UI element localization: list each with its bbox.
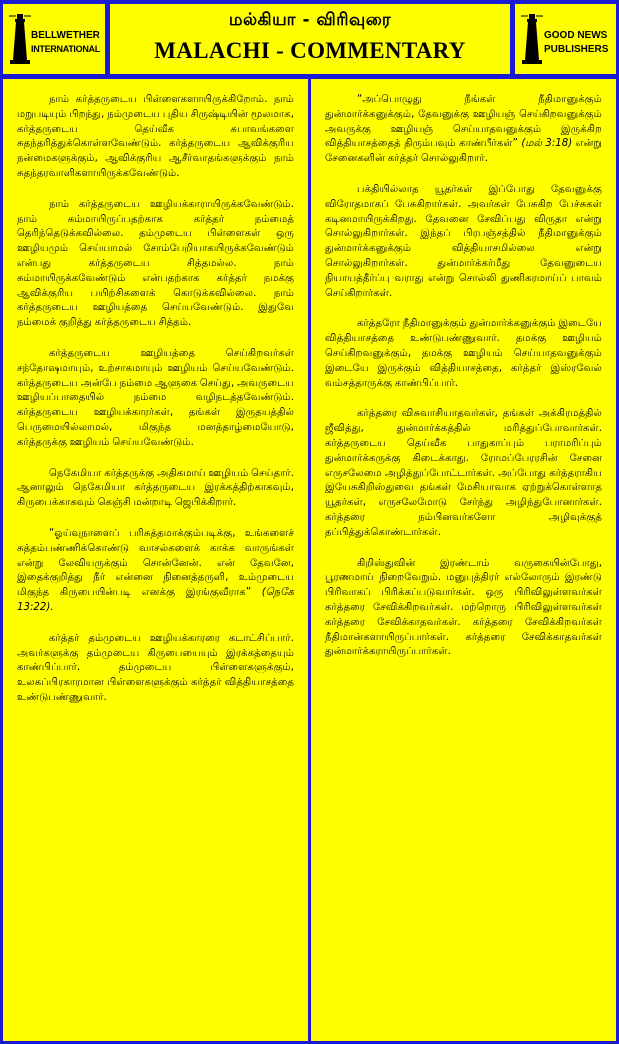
paragraph: பக்தியில்லாத யூதர்கள் இப்போது தேவனுக்கு விரோதமாகப் பேசுகிறார்கள். அவர்கள் பேசுகிற பேச்சுகள் கடினமாயிருக்கிறது. தேவனை சேவிப்பது விருதா என்று சொல்லுகிறார்கள். இந்தப் பிரபஞ்சத்தில் நீதிமானுக்கும் துன்மார்க்கனுக்கும் வித்தியாசமில்லை என்று சொல்லுகிறார்கள். துன்மார்க்கர்மீது தேவனுடைய நியாயத்தீர்ப்பு வராது என்று சொல்லி துணிகரமாய்ப் பாவம் செய்கிறார்கள். (325, 183, 602, 299)
paragraph: “அப்பொழுது நீங்கள் நீதிமானுக்கும் துன்மார்க்கனுக்கும், தேவனுக்கு ஊழியஞ் செய்கிறவனுக்கும் அவருக்கு ஊழியஞ் செய்யாதவனுக்கும் இருக்கிற வித்தியாசத்தைத் திரும்பவும் காண்பீர்கள்” (மல் 3:18) என்று சேனைகளின் கர்த்தர் சொல்லுகிறார். (325, 94, 602, 165)
paragraph: நாம் கர்த்தருடைய பிள்ளைகளாயிருக்கிறோம். நாம் மறுபடியும் பிறந்து, நம்முடைய புதிய சிருஷ்டியின் மூலமாக, கர்த்தருடைய தெய்வீக சுபாவங்களை சுதந்தரித்துக்கொள்ளவேண்டும். கர்த்தருடைய ஆவிக்குரிய நன்மைகளுக்கும், ஆவிக்குரிய ஆசீர்வாதங்களுக்கும் நாம் சுதந்தரவாளிகளாயிருக்கவேண்டும். (17, 94, 294, 179)
title-banner (110, 4, 510, 74)
left-logo-line1: BELLWETHER (31, 30, 100, 41)
right-logo-line1: GOOD NEWS (544, 30, 608, 41)
bellwether-logo (3, 4, 105, 74)
paragraph: நாம் கர்த்தருடைய ஊழியக்காராயிருக்கவேண்டும். நாம் சும்மாயிருப்பதற்காக கர்த்தர் நம்மைத் தெரிந்தெடுக்கவில்லை. தம்முடைய பிள்ளைகள் ஒரு ஊழியமும் செய்யாமல் சோம்பேறியாகயிருக்கவேண்டும் என்பது கர்த்தருடைய சித்தமல்ல. நாம் சும்மாயிருக்கவேண்டும் என்பதற்காக கர்த்தர் நமக்கு ஆவிக்குரிய பயிற்சிகளைக் கொடுக்கவில்லை. நாம் கர்த்தருடைய ஊழியத்தை செய்யவேண்டும். இதுவே நம்மைக் குறித்து கர்த்தருடைய சித்தம். (17, 198, 294, 329)
paragraph: நெகேமியா கர்த்தருக்கு அதிகமாய் ஊழியம் செய்தார். ஆனாலும் நெகேமியா கர்த்தருடைய இரக்கத்திற்காகவும், கிருபைக்காகவும் கெஞ்சி மன்றாடி ஜெபிக்கிறார். (17, 467, 294, 509)
lighthouse-icon (521, 12, 543, 66)
paragraph: “ஓய்வுநாளைப் பரிசுத்தமாக்கும்படிக்கு, உங்களைச் சுத்தம்பண்ணிக்கொண்டு வாசல்களைக் காக்க வாருங்கள் என்று லேவியருக்கும் சொன்னேன். என் தேவனே, இதைக்குறித்து நீர் என்னை நினைத்தருளி, உம்முடைய மிகுந்த கிருபையின்படி எனக்கு இரங்குவீராக” (நெகே 13:22). (17, 527, 294, 613)
right-logo-line2: PUBLISHERS (544, 44, 609, 55)
title-tamil: மல்கியா - விரிவுரை (228, 10, 392, 30)
left-logo-line2: INTERNATIONAL (31, 44, 100, 54)
paragraph: கர்த்தரை விசுவாசியாதவர்கள், தங்கள் அக்கிரமத்தில் ஜீவித்து, துன்மார்க்கத்தில் மரித்துப்போவார்கள். கர்த்தருடைய தெய்வீக பாதுகாப்பும் பராமரிப்பும் துன்மார்க்கருக்கு கிடைக்காது. ரோமப்பேரரசின் சேனை எருசலேமை அழித்துப்போட்டார்கள். அப்போது கர்த்தராகிய இயேசுகிறிஸ்துவை தங்கள் மேசியாவாக ஏற்றுக்கொள்ளாத யூதர்கள், எருசலேமோடு சேர்ந்து அழிந்துபோனார்கள். கர்த்தரை நம்பினவர்களோ அழிவுக்குத் தப்பித்துக்கொண்டார்கள். (325, 408, 602, 538)
right-column (311, 79, 616, 1041)
paragraph: கர்த்தரோ நீதிமானுக்கும் துன்மார்க்கனுக்கும் இடையே வித்தியாசத்தை உண்டுபண்ணுவார். தமக்கு ஊழியம் செய்கிறவனுக்கும், தமக்கு ஊழியம் செய்யாதவனுக்கும் இடையே இருக்கும் வித்தியாசத்தை, கர்த்தர் இஸ்ரவேல் வம்சத்தாருக்கு காண்பிப்பார். (325, 318, 602, 389)
title-english: MALACHI - COMMENTARY (154, 38, 466, 63)
left-column (3, 79, 308, 1041)
scripture-reference: (மல் 3:18) (521, 138, 573, 150)
paragraph: கிறிஸ்துவின் இரண்டாம் வருகையின்போது, பூரணமாய் நிறைவேறும். மனுபுத்திரர் எல்லோரும் இரண்டு பிரிவாகப் பிரிக்கப்படுவார்கள். ஒரு பிரிவிலுள்ளவர்கள் கர்த்தரை சேவிக்கிறவர்கள். மற்றொரு பிரிவிலுள்ளவர்கள் கர்த்தரை சேவிக்காதவர்கள். கர்த்தரை சேவிக்கிறவர்கள் நீதிமான்களாயிருப்பார்கள். கர்த்தரை சேவிக்காதவர்கள் துன்மார்க்கராயிருப்பார்கள். (325, 557, 602, 658)
good-news-logo (515, 4, 616, 74)
lighthouse-icon (9, 12, 31, 66)
paragraph: கர்த்தர் தம்முடைய ஊழியக்காரரை கடாட்சிப்பார். அவர்களுக்கு தம்முடைய கிருபையையும் இரக்கத்தையும் காண்பிப்பார். தம்முடைய பிள்ளைகளுக்கும், உலகப்பிரகாரமான பிள்ளைகளுக்கும் கர்த்தர் வித்தியாசத்தை உண்டுபண்ணுவார். (17, 632, 294, 703)
paragraph: கர்த்தருடைய ஊழியத்தை செய்கிறவர்கள் சந்தோஷமாயும், உற்சாகமாயும் ஊழியம் செய்யவேண்டும். கர்த்தருடைய அன்பே நம்மை ஆளுகை செய்து, அவருடைய ஊழியப்பாதையில் நம்மை வழிநடத்தவேண்டும். கர்த்தருடைய ஊழியக்காரர்கள், தங்கள் இருதயத்தில் பெருமையில்லாமல், மிகுந்த மனத்தாழ்மையோடு, கர்த்தருக்கு ஊழியம் செய்யவேண்டும். (17, 347, 294, 448)
scripture-reference: (நெகே 13:22). (17, 587, 294, 613)
